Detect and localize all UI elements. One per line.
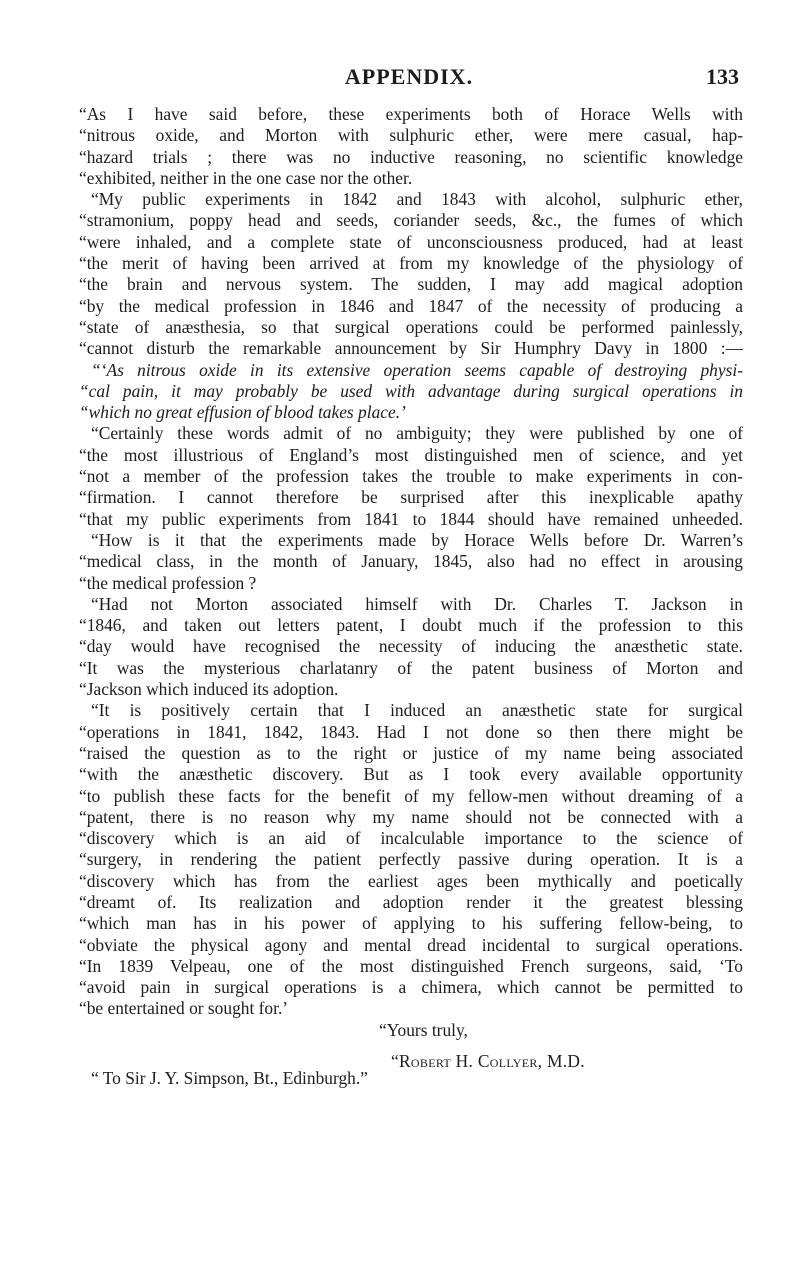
quoted-line [79,402,743,423]
text-line: “obviate the physical agony and mental dread incidental to surgical operations. [79,934,743,955]
text-line: “firmation. I cannot therefore be surprised after this inexplicable apathy [79,487,743,508]
text-line: “not a member of the profession takes the trouble to make experiments in con- [79,466,743,487]
text-line: “which man has in his power of applying to his suffering fellow-being, to [79,913,743,934]
text-line: “Had not Morton associated himself with Dr. Charles T. Jackson in [91,593,743,614]
text-line: “day would have recognised the necessity of inducing the anæsthetic state. [79,636,743,657]
text-line: “It is positively certain that I induced an anæsthetic state for surgical [91,700,743,721]
text-line: “As I have said before, these experiments both of Horace Wells with [79,104,743,124]
text-line: “the medical profession ? [79,572,257,593]
text-line: “hazard trials ; there was no inductive reasoning, no scientific knowledge [79,146,743,167]
signature: “Robert H. Collyer, M.D. [391,1051,585,1072]
quoted-line [79,360,743,381]
text-line: “were inhaled, and a complete state of unconsciousness produced, had at least [79,231,743,252]
text-line: “It was the mysterious charlatanry of the patent business of Morton and [79,657,743,678]
text-line: “1846, and taken out letters patent, I doubt much if the profession to this [79,615,743,636]
quoted-text: “cal pain, it may probably be used with advantage during surgical operations in [79,380,743,401]
quoted-text: “which no great effusion of blood takes place.’ [79,402,406,423]
text-line: “How is it that the experiments made by Horace Wells before Dr. Warren’s [91,529,743,550]
text-line: “exhibited, neither in the one case nor the other. [79,167,413,188]
quoted-text: “‘As nitrous oxide in its extensive operation seems capable of destroying physi- [91,359,743,380]
text-line: “raised the question as to the right or justice of my name being associated [79,742,743,763]
text-line: “that my public experiments from 1841 to 1844 should have remained unheeded. [79,508,743,529]
text-line: “My public experiments in 1842 and 1843 with alcohol, sulphuric ether, [91,189,743,210]
text-line: “the merit of having been arrived at from my knowledge of the physiology of [79,253,743,274]
text-line: “state of anæsthesia, so that surgical operations could be performed painlessly, [79,316,743,337]
text-line: “discovery which is an aid of incalculable importance to the science of [79,828,743,849]
page-header [79,64,739,90]
letter-body [79,104,743,1090]
text-line: “Certainly these words admit of no ambiguity; they were published by one of [91,423,743,444]
text-line: “stramonium, poppy head and seeds, coriander seeds, &c., the fumes of which [79,210,743,231]
text-line: “nitrous oxide, and Morton with sulphuric ether, were mere casual, hap- [79,125,743,146]
quoted-line [79,381,743,402]
text-line: “Jackson which induced its adoption. [79,679,339,700]
text-line: “with the anæsthetic discovery. But as I took every available opportunity [79,764,743,785]
text-line: “dreamt of. Its realization and adoption render it the greatest blessing [79,891,743,912]
text-line: “cannot disturb the remarkable announcement by Sir Humphry Davy in 1800 :— [79,338,743,359]
text-line: “discovery which has from the earliest ages been mythically and poetically [79,870,743,891]
text-line: “by the medical profession in 1846 and 1847 of the necessity of producing a [79,295,743,316]
page-number: 133 [706,64,739,89]
running-title: APPENDIX. [344,64,474,89]
text-line: “surgery, in rendering the patient perfectly passive during operation. It is a [79,849,743,870]
text-line: “In 1839 Velpeau, one of the most distinguished French surgeons, said, ‘To [79,955,743,976]
text-line: “the most illustrious of England’s most distinguished men of science, and yet [79,444,743,465]
closing-line: “Yours truly, [379,1019,468,1040]
text-line: “operations in 1841, 1842, 1843. Had I not done so then there might be [79,721,743,742]
text-line: “patent, there is no reason why my name should not be connected with a [79,806,743,827]
text-line: “the brain and nervous system. The sudden, I may add magical adoption [79,274,743,295]
text-line: “avoid pain in surgical operations is a chimera, which cannot be permitted to [79,977,743,998]
addressee: “ To Sir J. Y. Simpson, Bt., Edinburgh.” [91,1068,368,1089]
text-line: “be entertained or sought for.’ [79,998,289,1019]
text-line: “to publish these facts for the benefit of my fellow-men without dreaming of a [79,785,743,806]
text-line: “medical class, in the month of January, 1845, also had no effect in arousing [79,551,743,572]
